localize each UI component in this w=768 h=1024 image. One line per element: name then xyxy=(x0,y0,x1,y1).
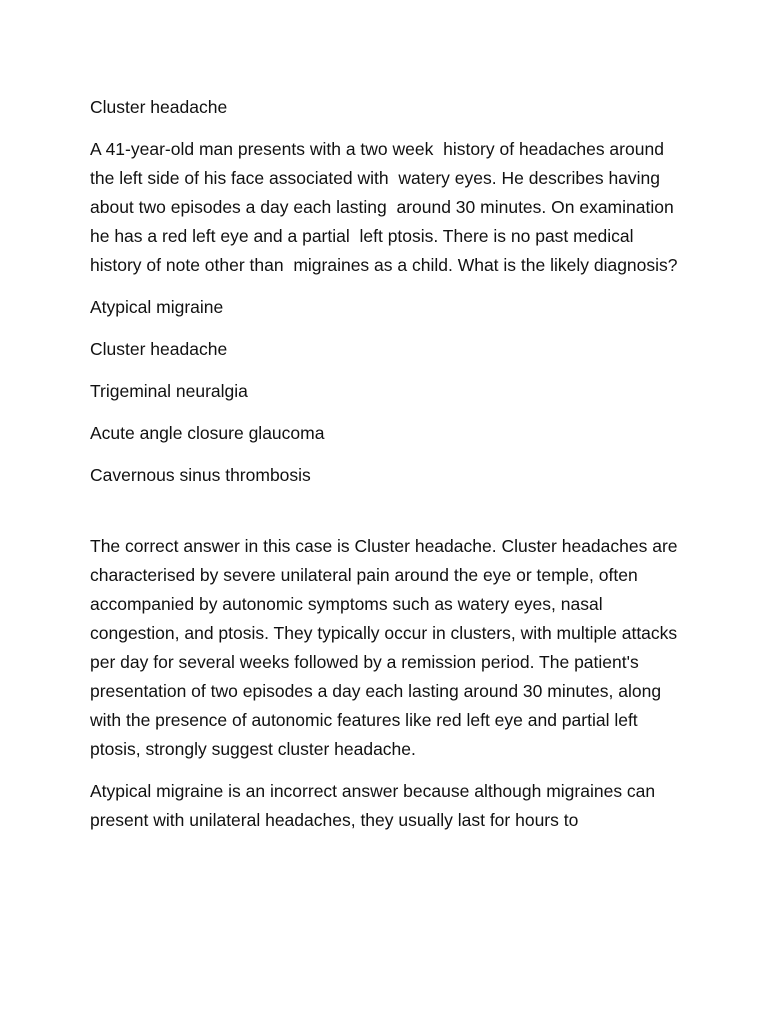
explanation-text: The correct answer in this case is Cluster headache. Cluster headaches are characterised by severe unilateral pain around the eye or temple, often accompanied by autonomic symptoms such as watery eyes, nasal congestion, and ptosis. They typically occur in clusters, with multiple attacks per day for several weeks followed by a remission period. The patient's presentation of two episodes a day each lasting around 30 minutes, along with the presence of autonomic features like red left eye and partial left ptosis, strongly suggest cluster headache. xyxy=(90,536,683,759)
document-title: Cluster headache xyxy=(90,97,228,117)
document-page xyxy=(90,93,683,848)
option-1: Atypical migraine xyxy=(90,297,224,317)
explanation-text-2: Atypical migraine is an incorrect answer because although migraines can present with unilateral headaches, they usually last for hours to xyxy=(90,781,661,830)
option-3: Trigeminal neuralgia xyxy=(90,381,248,401)
option-4: Acute angle closure glaucoma xyxy=(90,423,325,443)
option-2: Cluster headache xyxy=(90,339,228,359)
answer-options xyxy=(90,293,680,490)
question-text: A 41-year-old man presents with a two week history of headaches around the left side of his face associated with watery eyes. He describes having about two episodes a day each lasting around 30 minutes. On examination he has a red left eye and a partial left ptosis. There is no past medical history of note other than migraines as a child. What is the likely diagnosis? xyxy=(90,139,679,275)
option-5: Cavernous sinus thrombosis xyxy=(90,465,311,485)
blank-line xyxy=(90,503,680,532)
